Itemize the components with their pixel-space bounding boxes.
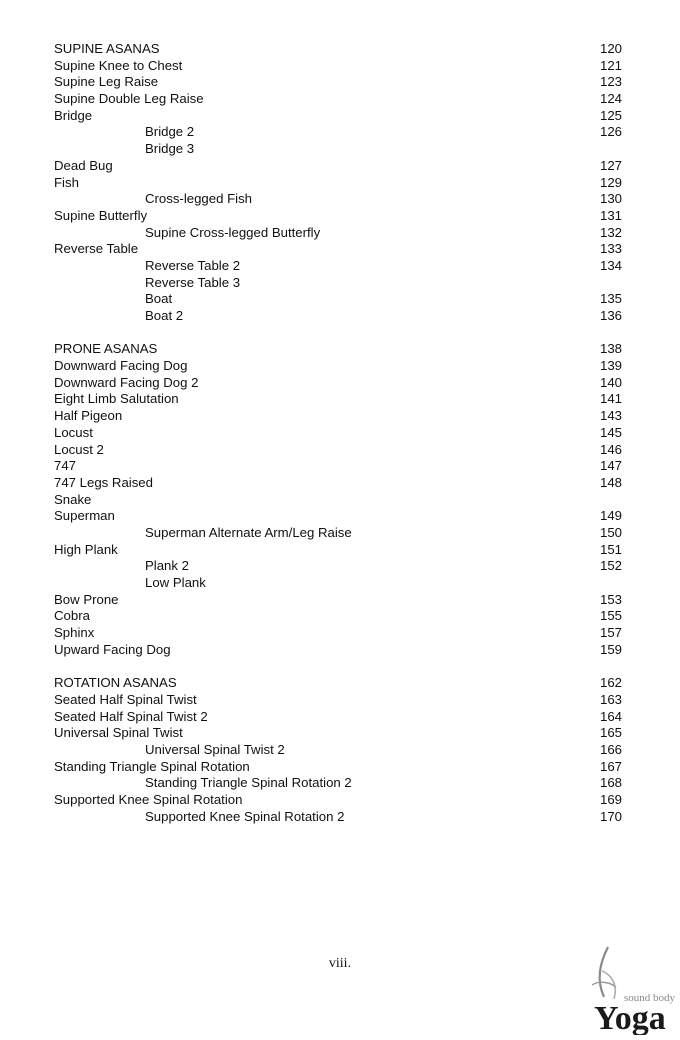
toc-entry-title: Supine Cross-legged Butterfly xyxy=(145,224,321,240)
toc-entry-title: Locust xyxy=(54,424,93,440)
page-number: viii. xyxy=(328,956,352,971)
toc-entry-title: Cobra xyxy=(54,608,90,624)
toc-entry-page: 157 xyxy=(599,625,622,641)
toc-entry-title: Boat xyxy=(145,291,173,307)
toc-entry-title: Standing Triangle Spinal Rotation xyxy=(54,758,250,774)
brand-logo xyxy=(578,945,680,1035)
toc-entry-title: Half Pigeon xyxy=(54,408,123,424)
toc-entry-title: Boat 2 xyxy=(145,308,184,323)
toc-entry-page: 170 xyxy=(599,808,622,824)
toc-entry xyxy=(54,341,622,358)
toc-entry xyxy=(54,625,622,642)
toc-entry-title: Sphinx xyxy=(54,625,95,641)
toc-entry-title: Downward Facing Dog xyxy=(54,358,188,374)
toc-entry-page: 152 xyxy=(599,558,622,574)
toc-entry-title: Superman xyxy=(54,508,115,524)
toc-entry xyxy=(54,592,622,609)
toc-entry-title: Eight Limb Salutation xyxy=(54,391,179,407)
toc-entry xyxy=(54,725,622,742)
toc-entry xyxy=(54,809,622,826)
toc-entry-title: Reverse Table xyxy=(54,241,139,257)
toc-entry-page: 164 xyxy=(599,708,622,724)
toc-entry-title: Plank 2 xyxy=(145,558,189,574)
toc-entry-page: 139 xyxy=(599,358,622,374)
toc-entry xyxy=(54,358,622,375)
logo-wordmark: Yoga xyxy=(594,1000,666,1035)
toc-section xyxy=(54,675,622,825)
toc-entry-page: 129 xyxy=(599,174,622,190)
toc-entry xyxy=(54,442,622,459)
toc-entry-page: 155 xyxy=(599,608,622,624)
toc-entry-page: 167 xyxy=(599,758,622,774)
toc-entry-title: Superman Alternate Arm/Leg Raise xyxy=(145,524,352,540)
toc-entry-page: 151 xyxy=(599,541,622,557)
toc-entry-title: Supine Butterfly xyxy=(54,207,148,223)
toc-entry xyxy=(54,175,622,192)
toc-entry-page: 145 xyxy=(599,424,622,440)
toc-entry-page: 140 xyxy=(599,374,622,390)
toc-entry xyxy=(54,208,622,225)
toc-entry-page: 138 xyxy=(599,341,622,357)
toc-entry-title: Seated Half Spinal Twist 2 xyxy=(54,708,208,724)
toc-entry xyxy=(54,91,622,108)
toc-entry-page: 143 xyxy=(599,408,622,424)
toc-entry xyxy=(54,508,622,525)
toc-entry-title: Standing Triangle Spinal Rotation 2 xyxy=(145,775,352,791)
toc-entry xyxy=(54,191,622,208)
toc-entry-title: Supine Double Leg Raise xyxy=(54,91,204,107)
toc-entry-page: 120 xyxy=(599,41,622,56)
toc-entry xyxy=(54,275,622,292)
toc-entry-page: 159 xyxy=(599,641,622,657)
toc-entry-page: 131 xyxy=(599,207,622,223)
toc-entry-page: 165 xyxy=(599,725,622,741)
toc-entry-title: 747 xyxy=(54,458,77,474)
toc-entry-page: 134 xyxy=(599,257,622,273)
toc-entry-page: 124 xyxy=(599,91,622,107)
toc-entry xyxy=(54,108,622,125)
toc-entry xyxy=(54,475,622,492)
toc-entry-title: Fish xyxy=(54,174,79,190)
toc-entry-title: ROTATION ASANAS xyxy=(54,675,177,691)
toc-section xyxy=(54,341,622,658)
toc-entry xyxy=(54,742,622,759)
toc-entry-page: 133 xyxy=(599,241,622,257)
toc-entry-title: Upward Facing Dog xyxy=(54,641,171,657)
toc-entry xyxy=(54,58,622,75)
toc-entry xyxy=(54,759,622,776)
toc-entry-page: 135 xyxy=(599,291,622,307)
toc-entry-title: PRONE ASANAS xyxy=(54,341,158,357)
toc-entry-title: Supported Knee Spinal Rotation xyxy=(54,791,243,807)
toc-entry xyxy=(54,642,622,659)
toc-entry-title: Supine Leg Raise xyxy=(54,74,159,90)
toc-entry xyxy=(54,458,622,475)
toc-entry xyxy=(54,775,622,792)
toc-entry xyxy=(54,492,622,509)
toc-entry-title: Universal Spinal Twist 2 xyxy=(145,741,285,757)
toc-entry-title: Bridge 2 xyxy=(145,124,195,140)
toc-entry-title: Snake xyxy=(54,491,92,507)
toc-entry-page: 146 xyxy=(599,441,622,457)
toc-entry xyxy=(54,141,622,158)
toc-entry xyxy=(54,74,622,91)
toc-entry-page: 126 xyxy=(599,124,622,140)
toc-entry-title: Dead Bug xyxy=(54,157,113,173)
logo-tagline: sound body xyxy=(624,992,676,1004)
toc-entry xyxy=(54,608,622,625)
toc-entry xyxy=(54,258,622,275)
toc-entry-page: 150 xyxy=(599,524,622,540)
toc-entry-title: High Plank xyxy=(54,541,118,557)
toc-entry-page: 123 xyxy=(599,74,622,90)
toc-entry-title: Supported Knee Spinal Rotation 2 xyxy=(145,808,345,824)
toc-entry-page: 162 xyxy=(599,675,622,691)
toc-section xyxy=(54,41,622,325)
toc-entry xyxy=(54,225,622,242)
toc-entry xyxy=(54,158,622,175)
toc-entry-page: 132 xyxy=(599,224,622,240)
toc-entry-page: 153 xyxy=(599,591,622,607)
toc-entry xyxy=(54,391,622,408)
toc-entry xyxy=(54,525,622,542)
toc-entry xyxy=(54,241,622,258)
toc-entry xyxy=(54,558,622,575)
toc-entry xyxy=(54,375,622,392)
toc-entry xyxy=(54,709,622,726)
toc-entry-page: 121 xyxy=(599,57,622,73)
toc-entry xyxy=(54,408,622,425)
toc-entry xyxy=(54,675,622,692)
toc-entry-title: Universal Spinal Twist xyxy=(54,725,183,741)
toc-entry xyxy=(54,41,622,58)
toc-entry-title: Supine Knee to Chest xyxy=(54,57,183,73)
toc-entry-title: SUPINE ASANAS xyxy=(54,41,160,56)
toc-entry-page: 168 xyxy=(599,775,622,791)
table-of-contents xyxy=(54,41,622,825)
toc-entry-page: 147 xyxy=(599,458,622,474)
toc-entry-page: 125 xyxy=(599,107,622,123)
toc-entry-page: 136 xyxy=(599,308,622,323)
toc-entry xyxy=(54,425,622,442)
toc-entry-page: 169 xyxy=(599,791,622,807)
toc-entry-page: 141 xyxy=(599,391,622,407)
toc-entry xyxy=(54,542,622,559)
toc-entry-title: 747 Legs Raised xyxy=(54,474,153,490)
toc-entry-page: 148 xyxy=(599,474,622,490)
toc-entry-title: Low Plank xyxy=(145,575,206,590)
toc-entry xyxy=(54,308,622,325)
yoga-figure-icon xyxy=(578,945,680,1035)
toc-entry xyxy=(54,692,622,709)
toc-entry-title: Locust 2 xyxy=(54,441,104,457)
toc-entry-page: 163 xyxy=(599,691,622,707)
toc-entry-title: Cross-legged Fish xyxy=(145,191,253,207)
toc-entry-page: 166 xyxy=(599,741,622,757)
toc-entry xyxy=(54,575,622,592)
toc-entry xyxy=(54,291,622,308)
toc-entry-page: 149 xyxy=(599,508,622,524)
toc-entry-page: 130 xyxy=(599,191,622,207)
toc-entry xyxy=(54,792,622,809)
toc-entry-title: Bridge 3 xyxy=(145,141,195,157)
toc-entry-title: Reverse Table 3 xyxy=(145,274,241,290)
toc-entry-page: 127 xyxy=(599,157,622,173)
toc-entry xyxy=(54,124,622,141)
toc-entry-title: Seated Half Spinal Twist xyxy=(54,691,197,707)
toc-entry-title: Downward Facing Dog 2 xyxy=(54,374,199,390)
toc-entry-title: Bow Prone xyxy=(54,591,119,607)
toc-entry-title: Reverse Table 2 xyxy=(145,257,241,273)
toc-entry-title: Bridge xyxy=(54,107,93,123)
